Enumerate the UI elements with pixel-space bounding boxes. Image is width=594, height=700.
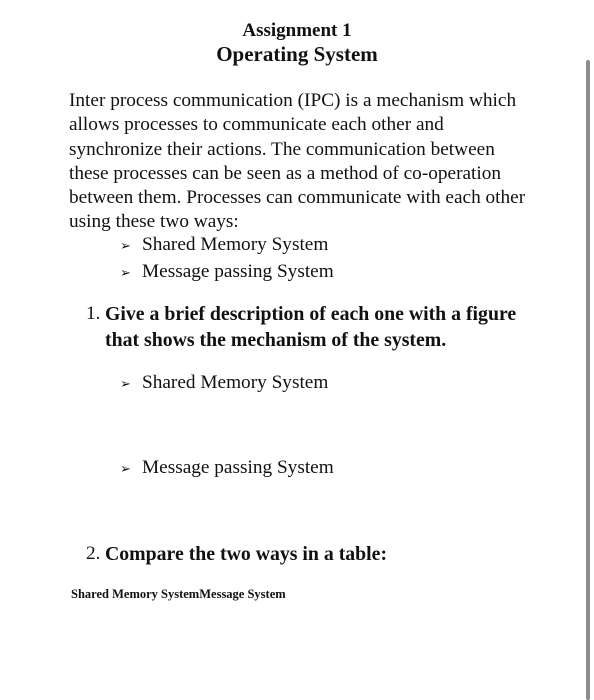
intro-paragraph: Inter process communication (IPC) is a mechanism which allows processes to communicate each other and synchronize their actions. The communication between these processes can be seen as a method of co-operation between them. Processes can communicate with each other using these two ways: (69, 90, 526, 233)
list-item-label: Shared Memory System (142, 234, 329, 255)
table-header-cell: Message System (199, 587, 286, 601)
arrowhead-right-icon: ➢ (120, 462, 131, 477)
ways-list (120, 232, 334, 286)
question-number: 2. (86, 543, 101, 564)
answer-item-shared-memory (120, 371, 328, 397)
answer-item-message-passing (120, 456, 334, 482)
list-item (120, 259, 334, 286)
arrowhead-right-icon: ➢ (120, 377, 131, 392)
course-title: Operating System (216, 42, 378, 66)
question-1 (86, 301, 546, 353)
assignment-title: Assignment 1 (242, 20, 352, 41)
question-number: 1. (86, 303, 101, 324)
comparison-table-header (71, 586, 286, 602)
list-item (120, 232, 334, 259)
list-item-label: Message passing System (142, 261, 334, 282)
arrowhead-right-icon: ➢ (120, 239, 131, 254)
vertical-scrollbar[interactable] (586, 60, 590, 700)
arrowhead-right-icon: ➢ (120, 266, 131, 281)
table-header-cell: Shared Memory System (71, 587, 200, 601)
document-header (0, 20, 594, 66)
answer-item-label: Shared Memory System (142, 372, 329, 393)
question-2 (86, 541, 387, 567)
question-text: Give a brief description of each one with a figure that shows the mechanism of the system. (105, 303, 517, 351)
question-text: Compare the two ways in a table: (105, 543, 388, 565)
answer-item-label: Message passing System (142, 457, 334, 478)
